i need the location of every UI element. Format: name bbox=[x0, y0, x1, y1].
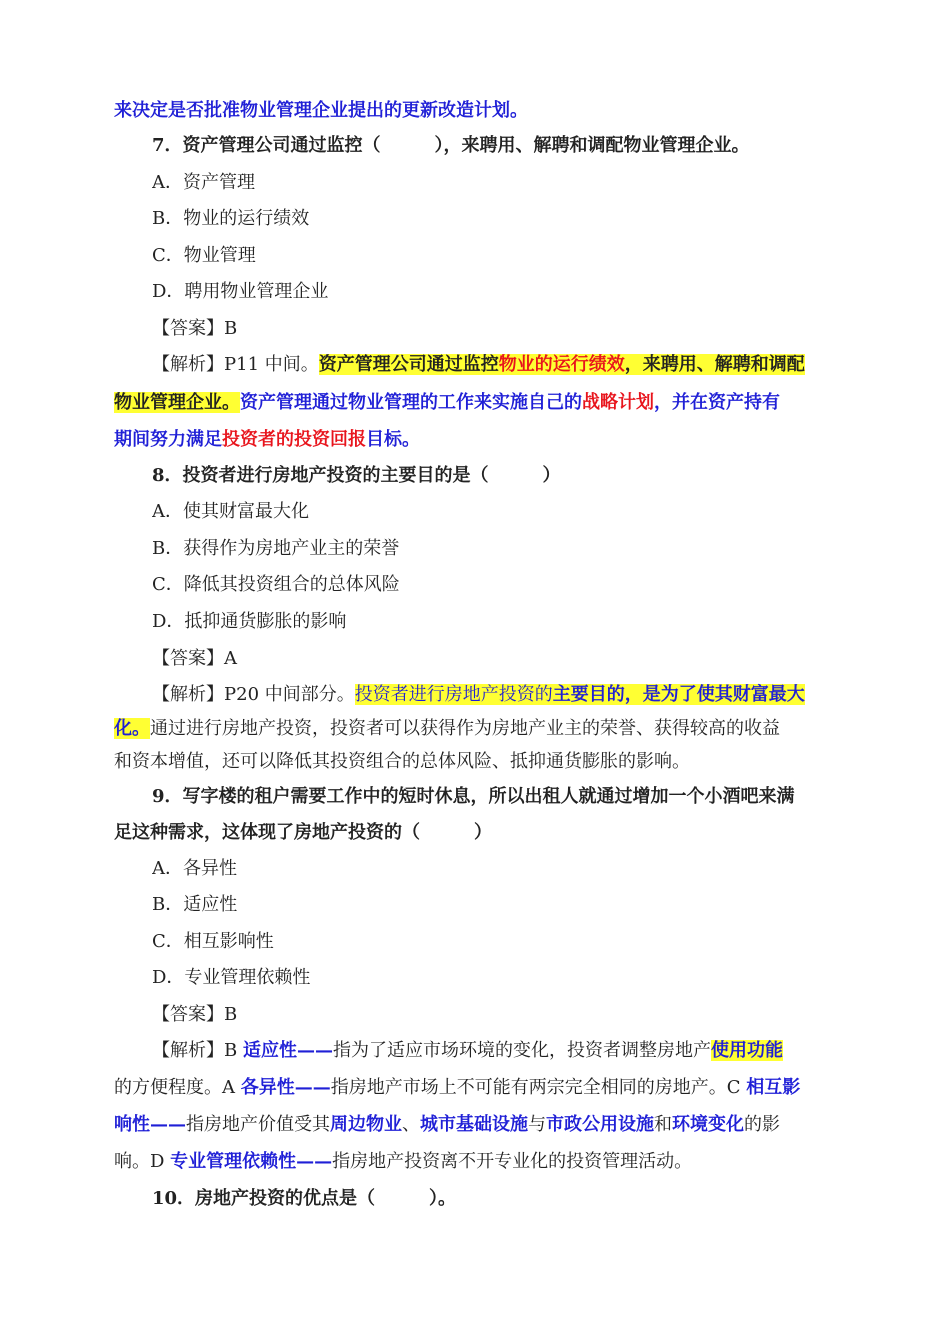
q9-explanation-text: 指房地产市场上不可能有两宗完全相同的房地产。C bbox=[330, 1077, 747, 1098]
q7-blue-text: 资产管理通过物业管理的工作来实施自己的 bbox=[240, 392, 582, 413]
continuation-line: 来决定是否批准物业管理企业提出的更新改造计划。 bbox=[114, 100, 528, 121]
q7-key-term: 战略计划 bbox=[582, 392, 654, 413]
q7-highlight-text: ，来聘用、解聘和调配 bbox=[624, 354, 805, 375]
q8-explanation-label: 【解析】P20 中间部分。 bbox=[152, 684, 355, 705]
q7-blue-text: 期间努力满足 bbox=[114, 429, 222, 450]
q7-option-c: C．物业管理 bbox=[152, 245, 256, 266]
q9-answer: 【答案】B bbox=[152, 1004, 238, 1025]
q8-explanation-text: 通过进行房地产投资，投资者可以获得作为房地产业主的荣誉、获得较高的收益 bbox=[150, 718, 780, 739]
q9-term: 周边物业 bbox=[330, 1114, 402, 1135]
q8-highlight-bold: 化。 bbox=[114, 718, 150, 739]
q9-explanation-line-4 bbox=[114, 1150, 838, 1174]
question-10: 10．房地产投资的优点是（ ）。 bbox=[152, 1188, 457, 1209]
q7-option-d: D．聘用物业管理企业 bbox=[152, 281, 329, 302]
q8-explanation-line-3: 和资本增值，还可以降低其投资组合的总体风险、抵抑通货膨胀的影响。 bbox=[114, 751, 690, 772]
q7-highlight-text: 物业管理企业。 bbox=[114, 392, 240, 413]
q9-term: 适应性—— bbox=[242, 1040, 333, 1061]
q9-explanation-text: 、 bbox=[402, 1114, 420, 1135]
q9-explanation-text: 指房地产投资离不开专业化的投资管理活动。 bbox=[332, 1151, 693, 1172]
q8-option-c: C．降低其投资组合的总体风险 bbox=[152, 574, 400, 595]
q9-explanation-text: 与 bbox=[528, 1114, 546, 1135]
q7-answer: 【答案】B bbox=[152, 318, 238, 339]
q7-blue-text: 目标。 bbox=[366, 429, 420, 450]
q7-explanation-line-2 bbox=[114, 391, 838, 415]
q9-term: 城市基础设施 bbox=[420, 1114, 528, 1135]
q9-term: 响性—— bbox=[114, 1114, 186, 1135]
q7-explanation-line-3 bbox=[114, 428, 838, 452]
q7-highlight-text: 资产管理公司通过监控 bbox=[318, 354, 499, 375]
q9-term: 相互影 bbox=[746, 1077, 801, 1098]
q9-option-a: A．各异性 bbox=[152, 858, 237, 879]
q9-explanation-text: 的影 bbox=[744, 1114, 780, 1135]
q7-option-b: B．物业的运行绩效 bbox=[152, 208, 310, 229]
q9-option-b: B．适应性 bbox=[152, 894, 238, 915]
q9-explanation-text: 指为了适应市场环境的变化，投资者调整房地产 bbox=[332, 1040, 711, 1061]
q8-explanation-line-1 bbox=[152, 683, 838, 707]
q9-explanation-text: 指房地产价值受其 bbox=[186, 1114, 330, 1135]
q9-term: 环境变化 bbox=[672, 1114, 744, 1135]
q9-explanation-text: 响。D bbox=[114, 1151, 171, 1172]
question-8: 8．投资者进行房地产投资的主要目的是（ ） bbox=[152, 465, 561, 486]
q7-option-a: A．资产管理 bbox=[152, 172, 255, 193]
q8-option-d: D．抵抑通货膨胀的影响 bbox=[152, 611, 347, 632]
question-7: 7．资产管理公司通过监控（ ），来聘用、解聘和调配物业管理企业。 bbox=[152, 135, 750, 156]
q7-explanation-line-1 bbox=[152, 353, 838, 377]
question-9-line-2: 足这种需求，这体现了房地产投资的（ ） bbox=[114, 822, 492, 843]
q9-highlight-term: 使用功能 bbox=[710, 1040, 783, 1061]
q8-explanation-line-2 bbox=[114, 717, 838, 741]
q9-explanation-line-1 bbox=[152, 1039, 838, 1063]
q8-answer: 【答案】A bbox=[152, 648, 237, 669]
q7-key-term: 物业的运行绩效 bbox=[498, 354, 625, 375]
q8-option-b: B．获得作为房地产业主的荣誉 bbox=[152, 538, 400, 559]
q8-option-a: A．使其财富最大化 bbox=[152, 501, 309, 522]
q9-option-d: D．专业管理依赖性 bbox=[152, 967, 311, 988]
q7-key-term: 投资者的投资回报 bbox=[222, 429, 366, 450]
q9-explanation-label: 【解析】B bbox=[152, 1040, 243, 1061]
q7-explanation-label: 【解析】P11 中间。 bbox=[152, 354, 319, 375]
q9-explanation-text: 的方便程度。A bbox=[114, 1077, 241, 1098]
q9-term: 专业管理依赖性—— bbox=[170, 1151, 333, 1172]
q8-highlight-text: 投资者进行房地产投资的 bbox=[354, 684, 553, 705]
q8-highlight-bold: 主要目的，是为了使其财富最大 bbox=[552, 684, 805, 705]
q9-option-c: C．相互影响性 bbox=[152, 931, 274, 952]
q9-explanation-line-3 bbox=[114, 1113, 838, 1137]
q9-term: 市政公用设施 bbox=[546, 1114, 654, 1135]
q9-explanation-line-2 bbox=[114, 1076, 838, 1100]
q9-explanation-text: 和 bbox=[654, 1114, 672, 1135]
q9-term: 各异性—— bbox=[240, 1077, 331, 1098]
question-9-line-1: 9．写字楼的租户需要工作中的短时休息，所以出租人就通过增加一个小酒吧来满 bbox=[152, 786, 795, 807]
q7-blue-text: ，并在资产持有 bbox=[654, 392, 780, 413]
